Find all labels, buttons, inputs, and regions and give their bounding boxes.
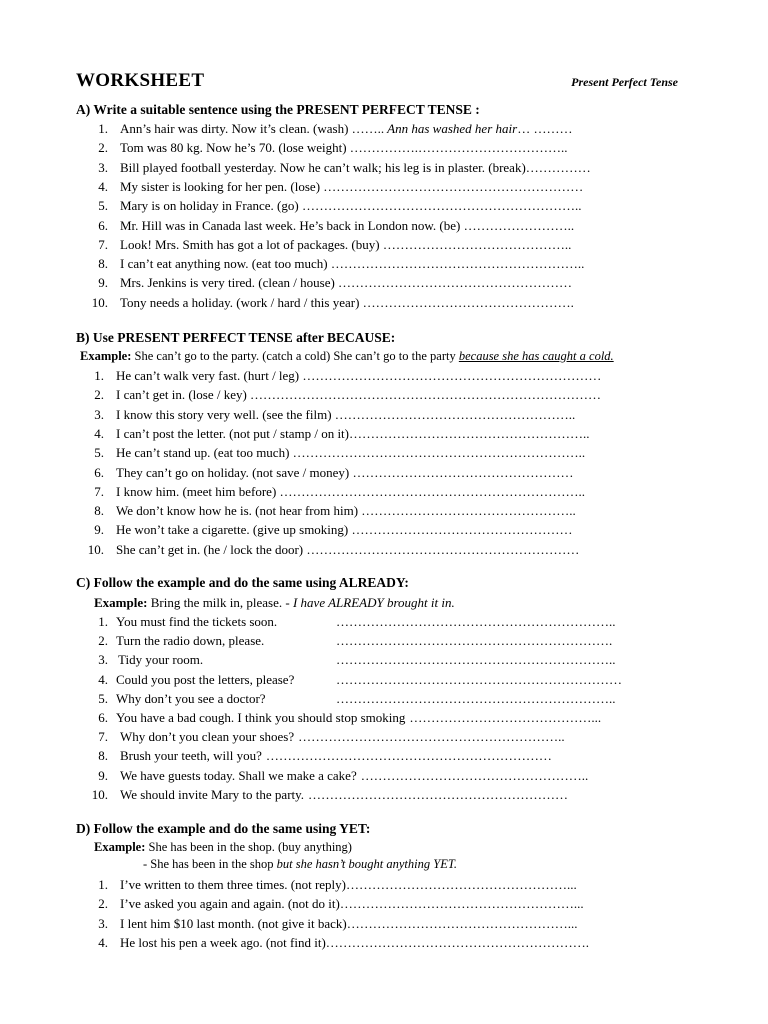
item-number: 9. <box>98 767 108 783</box>
example-label: Example: <box>94 840 146 854</box>
item-text <box>120 198 581 214</box>
answer-blank: ……………………………………………………….. <box>336 690 616 706</box>
item-text: I know him. (meet him before) …………………………………………………………….. <box>116 483 586 499</box>
worksheet-header <box>76 70 686 94</box>
item-number: 5. <box>94 445 104 461</box>
item-number: 3. <box>98 915 108 931</box>
item-number: 3. <box>98 159 108 175</box>
item-prompt: We have guests today. Shall we make a cake? <box>120 767 357 783</box>
item-number: 3. <box>94 406 104 422</box>
item-number: 10. <box>91 786 108 802</box>
item-text <box>120 121 572 137</box>
item-number: 9. <box>98 275 108 291</box>
item-prompt: Tidy your room. <box>118 652 204 668</box>
item-number: 2. <box>98 896 108 912</box>
item-number: 5. <box>98 690 108 706</box>
item-tail: … ……… <box>517 121 573 136</box>
item-prompt: Could you post the letters, please? <box>116 671 295 687</box>
item-number: 5. <box>98 198 108 214</box>
item-number: 4. <box>98 934 108 950</box>
item-prompt: Brush your teeth, will you? <box>120 748 262 764</box>
item-text: He won’t take a cigarette. (give up smoking) …………………………………………… <box>116 522 573 538</box>
item-number: 2. <box>98 633 108 649</box>
item-text: I lent him $10 last month. (not give it back)……………………………………………... <box>120 915 578 931</box>
item-text: I’ve written to them three times. (not reply)……………………………………………... <box>120 877 577 892</box>
example-label: Example: <box>80 349 132 363</box>
item-number: 7. <box>98 236 108 252</box>
item-number: 4. <box>98 178 108 194</box>
item-number: 8. <box>98 256 108 272</box>
item-text: We don’t know how he is. (not hear from him) ………………………………………….. <box>116 503 576 519</box>
answer-blank: ………………………………………………………… <box>265 748 552 764</box>
item-prompt: Look! Mrs. Smith has got a lot of packages. (buy) …………………………………….. <box>120 236 572 252</box>
section-d-heading: D) Follow the example and do the same using YET: <box>76 821 371 836</box>
item-text: He can’t walk very fast. (hurt / leg) …………………………………………………………… <box>116 368 602 383</box>
page-title: WORKSHEET <box>76 70 205 91</box>
item-number: 7. <box>98 729 108 745</box>
item-prompt: Turn the radio down, please. <box>116 633 265 649</box>
item-text <box>116 671 622 688</box>
item-text <box>120 256 584 272</box>
section-d-example <box>94 840 352 855</box>
answer-blank: ………………………………………………………… <box>336 671 622 687</box>
item-prompt: Mrs. Jenkins is very tired. (clean / house) ……………………………………………… <box>120 275 573 291</box>
item-number: 1. <box>98 877 108 892</box>
item-text: He lost his pen a week ago. (not find it)……………………………………………………. <box>120 934 590 950</box>
item-text: I’ve asked you again and again. (not do it)………………………………………………... <box>120 896 584 912</box>
answer-blank: ……………………………………... <box>409 710 602 725</box>
item-prompt: Mr. Hill was in Canada last week. He’s back in London now. (be) …………………….. <box>120 217 575 233</box>
item-number: 8. <box>98 748 108 764</box>
item-prompt: Why don’t you see a doctor? <box>116 690 266 706</box>
item-number: 6. <box>98 217 108 233</box>
item-number: 1. <box>98 121 108 136</box>
item-text <box>118 652 616 668</box>
item-text <box>120 237 571 253</box>
item-text <box>116 690 616 707</box>
item-text <box>120 275 572 291</box>
item-text <box>116 614 616 630</box>
item-number: 6. <box>98 710 108 725</box>
item-prompt: You have a bad cough. I think you should stop smoking <box>116 710 406 725</box>
example-text: She can’t go to the party. (catch a cold) She can’t go to the party <box>131 349 459 363</box>
item-number: 8. <box>94 503 104 519</box>
item-prompt: We should invite Mary to the party. <box>120 786 305 802</box>
example-answer: I have ALREADY brought it in. <box>292 595 455 610</box>
item-text <box>120 729 565 745</box>
section-c-heading: C) Follow the example and do the same using ALREADY: <box>76 575 409 590</box>
section-d-example-answer-line <box>143 857 457 872</box>
item-prompt: Why don’t you clean your shoes? <box>120 729 295 745</box>
section-a-heading: A) Write a suitable sentence using the PRESENT PERFECT TENSE : <box>76 102 480 117</box>
item-text <box>120 140 568 156</box>
item-text <box>120 218 574 234</box>
item-number: 2. <box>98 140 108 156</box>
answer-blank: …………………………………………………… <box>308 786 569 802</box>
item-text <box>120 748 552 764</box>
section-b-heading: B) Use PRESENT PERFECT TENSE after BECAUSE: <box>76 330 396 345</box>
example-text: Bring the milk in, please. - <box>147 595 293 610</box>
item-prompt: I can’t eat anything now. (eat too much) ………………………………………………….. <box>120 256 585 272</box>
item-number: 1. <box>98 614 108 629</box>
item-prompt: Ann’s hair was dirty. Now it’s clean. (wash) …….. <box>120 121 385 136</box>
item-number: 2. <box>94 387 104 403</box>
item-answer: Ann has washed her hair <box>384 121 518 136</box>
answer-blank: ………………………………………………………. <box>336 633 613 649</box>
item-text <box>116 710 601 726</box>
example-answer: because she has caught a cold. <box>458 349 614 363</box>
item-prompt: Mary is on holiday in France. (go) ……………………………………………………….. <box>120 198 582 214</box>
item-text <box>120 295 574 311</box>
item-text: They can’t go on holiday. (not save / money) …………………………………………… <box>116 464 574 480</box>
item-number: 6. <box>94 464 104 480</box>
item-text: I can’t post the letter. (not put / stamp / on it)……………………………………………….. <box>116 425 590 441</box>
example-text: She has been in the shop. (buy anything) <box>145 840 352 854</box>
example2-text: - She has been in the shop <box>143 857 277 871</box>
item-text <box>120 768 588 784</box>
section-b-example <box>80 349 614 364</box>
item-number: 7. <box>94 483 104 499</box>
answer-blank: …………………………………………………….. <box>298 729 565 745</box>
item-text <box>120 787 568 803</box>
section-c-example <box>94 595 455 611</box>
item-prompt: You must find the tickets soon. <box>116 614 278 629</box>
item-text: He can’t stand up. (eat too much) ………………………………………………………….. <box>116 445 586 461</box>
item-text: I know this story very well. (see the film) ……………………………………………….. <box>116 406 576 422</box>
item-text: I can’t get in. (lose / key) ……………………………………………………………………… <box>116 387 602 403</box>
item-number: 10. <box>91 294 108 310</box>
item-text <box>116 633 613 649</box>
item-text: She can’t get in. (he / lock the door) ……………………………………………………… <box>116 541 580 557</box>
page-subtitle: Present Perfect Tense <box>571 75 678 89</box>
item-number: 4. <box>94 425 104 441</box>
item-number: 4. <box>98 671 108 687</box>
item-number: 9. <box>94 522 104 538</box>
answer-blank: ……………………………………………………….. <box>336 652 616 668</box>
item-prompt: Tony needs a holiday. (work / hard / this year) …………………………………………. <box>120 294 574 310</box>
example-answer: but she hasn’t bought anything YET. <box>276 857 457 871</box>
answer-blank: …………………………………………….. <box>360 767 589 783</box>
item-prompt: My sister is looking for her pen. (lose) …………………………………………………… <box>120 178 584 194</box>
item-number: 10. <box>87 541 104 557</box>
item-number: 1. <box>94 368 104 383</box>
example-label: Example: <box>94 595 148 610</box>
item-prompt: Bill played football yesterday. Now he can’t walk; his leg is in plaster. (break)…………… <box>120 159 591 175</box>
item-text <box>120 160 591 176</box>
item-prompt: Tom was 80 kg. Now he’s 70. (lose weight) …………….…………………………….. <box>120 140 568 156</box>
item-number: 3. <box>98 652 108 668</box>
answer-blank: ……………………………………………………….. <box>336 614 616 629</box>
item-text <box>120 179 583 195</box>
